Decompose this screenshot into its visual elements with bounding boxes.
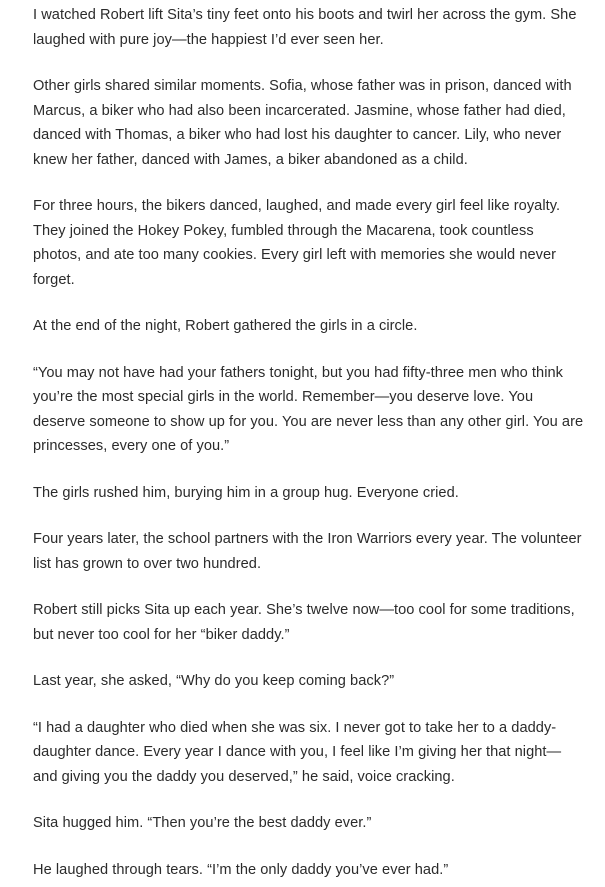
story-paragraph-7: Four years later, the school partners with the Iron Warriors every year. The volunteer list has grown to over two hundred. (33, 531, 582, 572)
story-paragraph-8: Robert still picks Sita up each year. She’s twelve now—too cool for some traditions, but never too cool for her “biker daddy.” (33, 602, 575, 643)
story-paragraph-11: Sita hugged him. “Then you’re the best daddy ever.” (33, 815, 372, 831)
story-paragraph-4: At the end of the night, Robert gathered the girls in a circle. (33, 318, 418, 334)
story-paragraph-6: The girls rushed him, burying him in a group hug. Everyone cried. (33, 484, 459, 501)
story-paragraph-10: “I had a daughter who died when she was six. I never got to take her to a daddy-daughter dance. Every year I dance with you, I feel like I’m giving her that night—and giving you the daddy you deserved,” he said, voice cracking. (33, 719, 562, 785)
story-paragraph-2: Other girls shared similar moments. Sofia, whose father was in prison, danced with Marcus, a biker who had also been incarcerated. Jasmine, whose father had died, danced with Thomas, a biker who had lost his daughter to cancer. Lily, who never knew her father, danced with James, a biker abandoned as a child. (33, 78, 572, 168)
story-paragraph-1: I watched Robert lift Sita’s tiny feet onto his boots and twirl her across the gym. She laughed with pure joy—the happiest I’d ever seen her. (33, 7, 577, 48)
story-paragraph-12: He laughed through tears. “I’m the only daddy you’ve ever had.” (33, 861, 449, 878)
story-paragraph-3: For three hours, the bikers danced, laughed, and made every girl feel like royalty. They joined the Hokey Pokey, fumbled through the Macarena, took countless photos, and ate too many cookies. Every girl left with memories she would never forget. (33, 198, 561, 288)
story-paragraph-5: “You may not have had your fathers tonight, but you had fifty-three men who think you’re the most special girls in the world. Remember—you deserve love. You deserve someone to show up for you. You are never less than any other girl. You are princesses, every one of you.” (33, 364, 584, 454)
story-paragraph-9: Last year, she asked, “Why do you keep coming back?” (33, 673, 395, 689)
